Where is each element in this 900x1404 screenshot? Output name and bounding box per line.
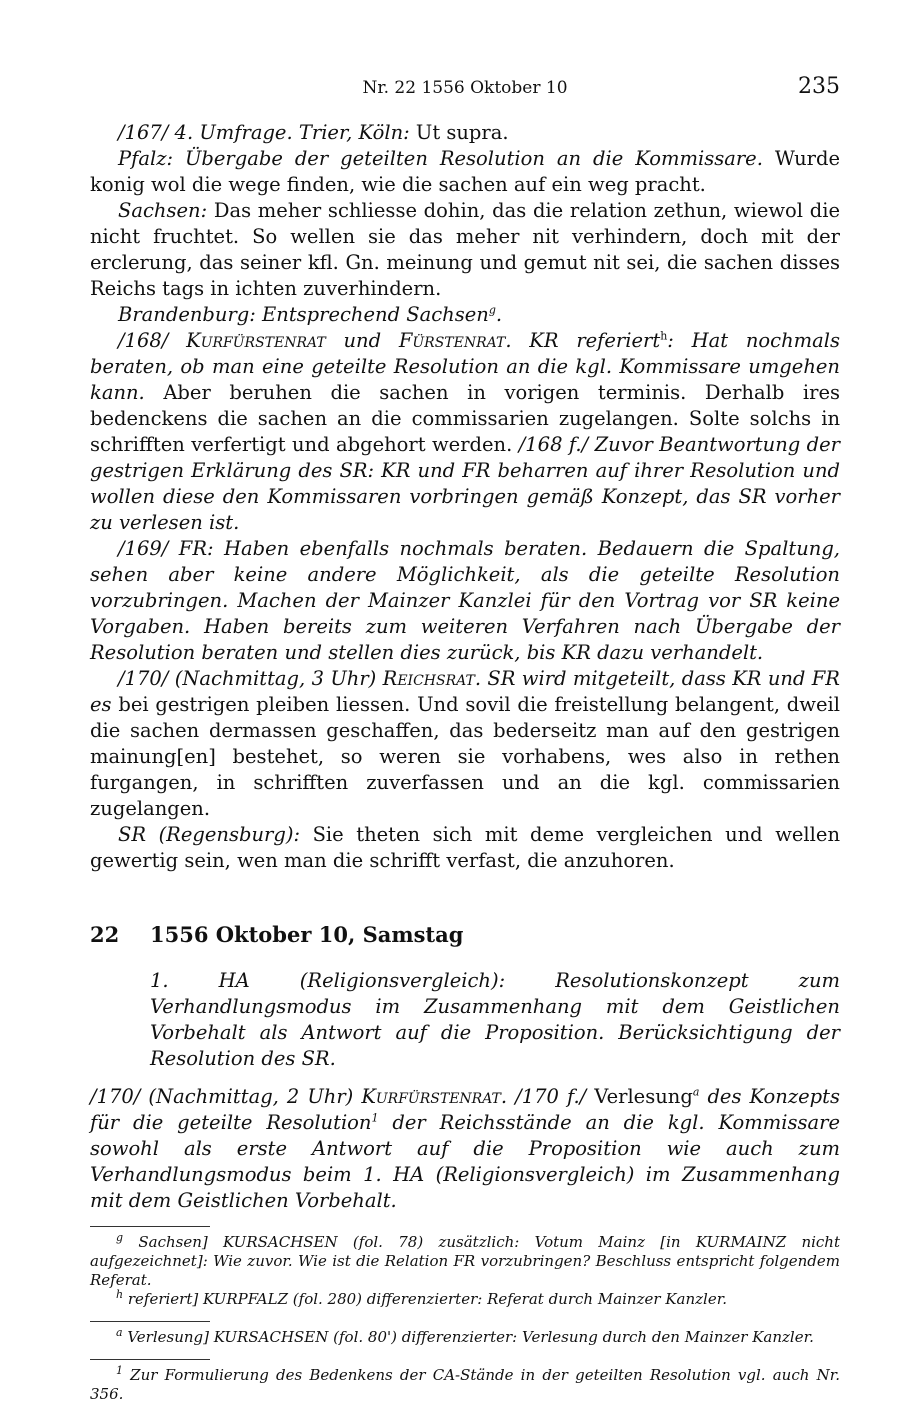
footnote-text: Verlesung] KURSACHSEN (fol. 80') differenzierter: Verlesung durch den Mainzer Kanzler. [122,1328,814,1346]
protocol-text: Sie theten sich mit deme vergleichen und wellen gewertig sein, wen man die schrifft verfast, die anzuhoren. [90,823,841,872]
protocol-text: Das meher schliesse dohin, das die relation zethun, wiewol die nicht fruchtet. So wellen sie das meher nit verhindern, doch mit der erclerung, das seiner kfl. Gn. meinung und gemut nit sei, die sachen disses Reichs tags in ichten zuverhindern. [90,199,840,300]
footnote-marker: g [488,303,496,317]
protocol-ref: . SR wird mitgeteilt, dass KR und FR es [90,667,840,716]
footnote-marker: g [116,1231,124,1244]
protocol-text: Brandenburg: Entsprechend Sachsen [118,303,489,326]
document-number: 22 [90,922,120,947]
page-body [90,120,840,1404]
protocol-ref: /170/ (Nachmittag, 3 Uhr) [118,667,383,690]
protocol-ref: /168 f./ Zuvor Beantwortung der gestrigen Erklärung des SR: KR und FR beharren auf ihrer Resolution und wollen diese den Kommissaren vorbringen gemäß Konzept, das SR vorher zu verlesen ist. [90,433,840,534]
protocol-text: bei gestrigen pleiben liessen. Und sovil die freistellung belangent, dweil die sachen dermassen geschaffen, das bederseitz man auf den gestrigen mainung[en] bestehet, so weren sie vorhabens, wes also in rethen furgangen, in schrifften zuverfassen und an die kgl. commissarien zugelangen. [90,693,840,820]
protocol-entry [90,1084,840,1214]
council-name: Kurfürstenrat [186,329,326,352]
footnote-text: Zur Formulierung des Bedenkens der CA-Stände in der geteilten Resolution vgl. auch Nr. 356. [90,1366,840,1403]
protocol-ref: Sachsen: [118,199,208,222]
paragraph-umfrage [90,120,840,146]
footnote-text: Sachsen] KURSACHSEN (fol. 78) zusätzlich: Votum Mainz [in KURMAINZ nicht aufgezeichnet]: Wie zuvor. Wie ist die Relation FR vorzubringen? Beschluss entspricht folgendem Referat. [90,1233,840,1289]
protocol-ref: der Reichsstände an die kgl. Kommissare sowohl als erste Antwort auf die Proposition wie auch zum Verhandlungsmodus beim 1. HA (Religionsvergleich) im Zusammenhang mit dem Geistlichen Vorbehalt. [90,1111,840,1212]
footnote-text: referiert] KURPFALZ (fol. 280) differenzierter: Referat durch Mainzer Kanzler. [123,1290,727,1308]
footnote-g [90,1233,840,1290]
footnote-a [90,1328,840,1347]
protocol-ref: . KR referiert [505,329,661,352]
paragraph-kurfuerstenrat [90,328,840,536]
protocol-ref: : Hat nochmals beraten, ob man eine geteilte Resolution an die kgl. Kommissare umgehen kann. [90,329,840,404]
document-heading [90,922,840,948]
protocol-text: Aber beruhen die sachen in vorigen terminis. Derhalb ires bedenckens die sachen an die commissarien zugelangen. Solte solchs in schrifften verfertigt und abgehort werden. [90,381,840,456]
protocol-ref: . /170 f./ [500,1085,595,1108]
council-name: Kurfürstenrat [361,1085,501,1108]
protocol-ref: /167/ 4. Umfrage. Trier, Köln: [118,121,410,144]
council-name: Reichsrat [382,667,475,690]
protocol-ref: SR (Regensburg): [118,823,301,846]
protocol-text: Ut supra. [409,121,509,144]
footnote-marker: h [116,1288,124,1301]
council-name: Fürstenrat [398,329,506,352]
protocol-ref: /170/ (Nachmittag, 2 Uhr) [90,1085,362,1108]
protocol-ref: des Konzepts für die geteilte Resolution [90,1085,840,1134]
document-date: 1556 Oktober 10, Samstag [150,922,464,947]
protocol-text: Wurde konig wol die wege finden, wie die sachen auf ein weg pracht. [90,147,840,196]
footnote-marker: 1 [371,1111,379,1125]
paragraph-sachsen [90,198,840,302]
footnote-1 [90,1366,840,1404]
footnote-divider [90,1226,210,1227]
footnote-divider [90,1359,210,1360]
paragraph-reichsrat [90,666,840,822]
paragraph-regensburg [90,822,840,874]
protocol-text: . [495,303,503,326]
protocol-ref: /168/ [118,329,187,352]
footnote-marker: a [116,1326,123,1339]
protocol-text: Verlesung [594,1085,693,1108]
document-regest: 1. HA (Religionsvergleich): Resolutionskonzept zum Verhandlungsmodus im Zusammenhang mit dem Geistlichen Vorbehalt als Antwort auf die Proposition. Berücksichtigung der Resolution des SR. [150,969,840,1070]
page-number: 235 [798,74,840,99]
paragraph-fr: /169/ FR: Haben ebenfalls nochmals beraten. Bedauern die Spaltung, sehen aber keine andere Möglichkeit, als die geteilte Resolution vorzubringen. Machen der Mainzer Kanzlei für den Vortrag vor SR keine Vorgaben. Haben bereits zum weiteren Verfahren nach Übergabe der Resolution beraten und stellen dies zurück, bis KR dazu verhandelt. [90,537,840,664]
footnote-marker: a [692,1085,700,1099]
protocol-ref: und [325,329,399,352]
paragraph-brandenburg [90,302,840,328]
footnote-marker: h [660,329,668,343]
protocol-ref: Pfalz: Übergabe der geteilten Resolution an die Kommissare. [118,147,763,170]
footnote-divider [90,1321,210,1322]
footnote-marker: 1 [116,1364,123,1377]
running-title: Nr. 22 1556 Oktober 10 [362,78,568,98]
page-header [90,74,840,106]
paragraph-pfalz [90,146,840,198]
